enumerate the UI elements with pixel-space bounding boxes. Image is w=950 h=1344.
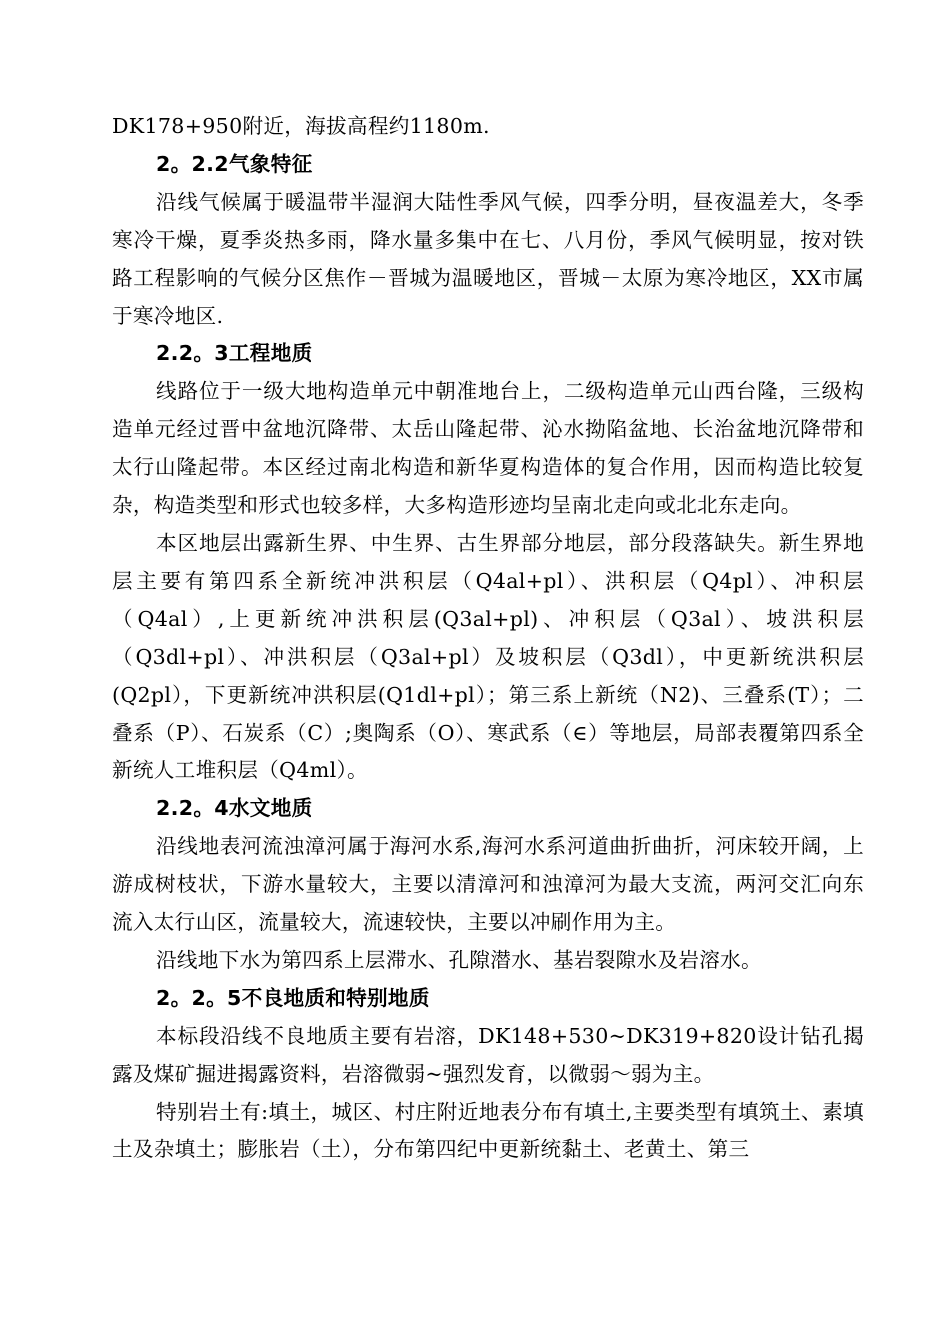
section-heading-hydrogeology: 2.2。4水文地质 bbox=[156, 796, 313, 821]
paragraph-groundwater: 沿线地下水为第四系上层滞水、孔隙潜水、基岩裂隙水及岩溶水。 bbox=[156, 947, 762, 972]
paragraph-tectonics: 线路位于一级大地构造单元中朝准地台上，二级构造单元山西台隆，三级构造单元经过晋中盆地沉降带、太岳山隆起带、沁水拗陷盆地、长治盆地沉降带和太行山隆起带。本区经过南北构造和新华夏构造体的复合作用，因而构造比较复杂，构造类型和形式也较多样，大多构造形迹均呈南北走向或北北东走向。 bbox=[112, 379, 864, 518]
document-body bbox=[112, 108, 864, 1169]
section-heading-adverse-geology: 2。2。5不良地质和特别地质 bbox=[156, 985, 430, 1010]
intro-line: DK178+950附近，海拔高程约1180m. bbox=[112, 114, 490, 138]
paragraph-special-soils: 特别岩土有:填土，城区、村庄附近地表分布有填土,主要类型有填筑土、素填土及杂填土；膨胀岩（土），分布第四纪中更新统黏土、老黄土、第三 bbox=[112, 1099, 864, 1162]
paragraph-surface-water: 沿线地表河流浊漳河属于海河水系,海河水系河道曲折曲折，河床较开阔，上游成树枝状，下游水量较大，主要以清漳河和浊漳河为最大支流，两河交汇向东流入太行山区，流量较大，流速较快，主要以冲刷作用为主。 bbox=[112, 834, 864, 935]
section-heading-engineering-geology: 2.2。3工程地质 bbox=[156, 341, 313, 366]
section-heading-climate: 2。2.2气象特征 bbox=[156, 151, 313, 176]
paragraph-strata: 本区地层出露新生界、中生界、古生界部分地层，部分段落缺失。新生界地层主要有第四系全新统冲洪积层（Q4al+pl）、洪积层（Q4pl）、冲积层（Q4al）,上更新统冲洪积层(Q3al+pl)、冲积层（Q3al）、坡洪积层（Q3dl+pl）、冲洪积层（Q3al+pl）及坡积层（Q3dl），中更新统洪积层(Q2pl），下更新统冲洪积层(Q1dl+pl）；第三系上新统（N2)、三叠系(T）；二叠系（P）、石炭系（C）;奥陶系（O）、寒武系（∈）等地层，局部表覆第四系全新统人工堆积层（Q4ml）。 bbox=[112, 530, 864, 783]
paragraph-karst: 本标段沿线不良地质主要有岩溶，DK148+530~DK319+820设计钻孔揭露及煤矿掘进揭露资料，岩溶微弱~强烈发育，以微弱～弱为主。 bbox=[112, 1023, 864, 1086]
paragraph-climate: 沿线气候属于暖温带半湿润大陆性季风气候，四季分明，昼夜温差大，冬季寒冷干燥，夏季炎热多雨，降水量多集中在七、八月份，季风气候明显，按对铁路工程影响的气候分区焦作－晋城为温暖地区，晋城－太原为寒冷地区，XX市属于寒冷地区. bbox=[112, 189, 864, 328]
